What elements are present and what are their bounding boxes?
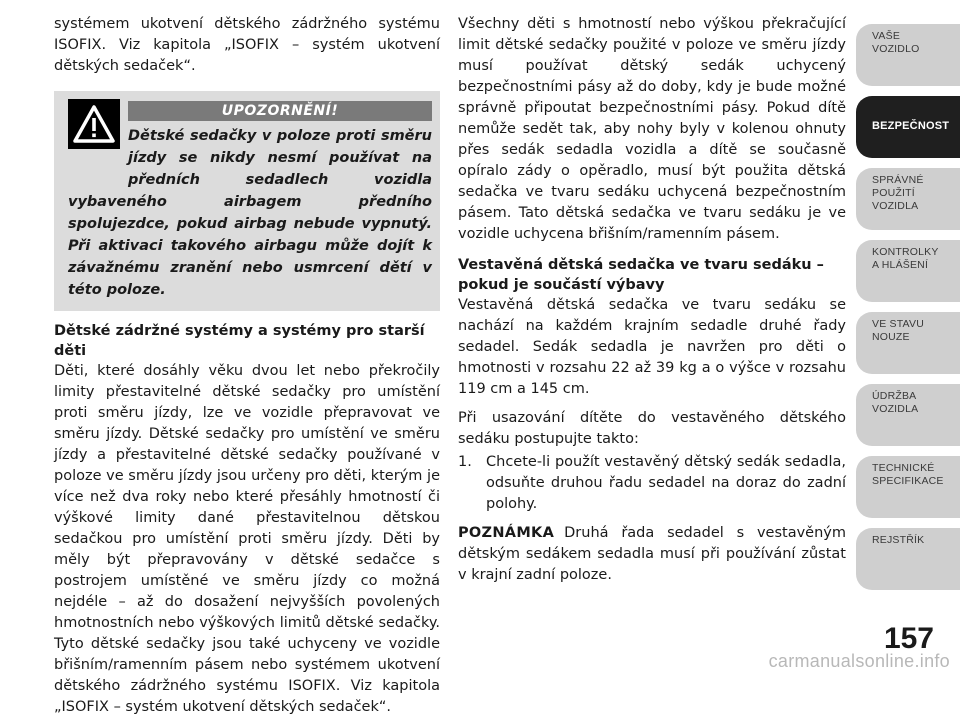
step-number: 1.	[458, 454, 472, 470]
warning-text: Dětské sedačky v poloze proti směru jízdy se nikdy nesmí používat na předních sedadlech vozidla vybaveného airbagem předního spolujezdce, pokud airbag nebude vypnutý. Při aktivaci takového airbagu může dojít k závažnému zranění nebo usmrcení dětí v této poloze.	[68, 128, 432, 298]
step-item	[458, 452, 846, 515]
tab-rejstrik[interactable]	[856, 528, 960, 590]
tab-bezpecnost[interactable]	[856, 96, 960, 158]
tab-kontrolky-a-hlaseni[interactable]	[856, 240, 960, 302]
tab-label-line: VOZIDLA	[872, 200, 919, 212]
note-label: POZNÁMKA	[458, 525, 555, 541]
tab-ve-stavu-nouze[interactable]	[856, 312, 960, 374]
section-heading-integrated-booster: Vestavěná dětská sedačka ve tvaru sedáku – pokud je součástí výbavy	[458, 257, 824, 293]
tab-label-line: SPECIFIKACE	[872, 475, 944, 487]
left-intro-paragraph: systémem ukotvení dětského zádržného systému ISOFIX. Viz kapitola „ISOFIX – systém ukotvení dětských sedaček“.	[54, 16, 440, 74]
tab-label-line: A HLÁŠENÍ	[872, 259, 929, 271]
tab-label-line: ÚDRŽBA	[872, 390, 917, 402]
tab-label-line: VOZIDLO	[872, 43, 920, 55]
steps-intro: Při usazování dítěte do vestavěného dětského sedáku postupujte takto:	[458, 410, 846, 447]
page-number: 157	[883, 622, 934, 655]
tab-label-line: VOZIDLA	[872, 403, 919, 415]
right-column	[458, 14, 846, 586]
tab-spravne-pouziti-vozidla[interactable]	[856, 168, 960, 230]
right-body-paragraph: Vestavěná dětská sedačka ve tvaru sedáku se nachází na každém krajním sedadle druhé řady sedadel. Sedák sedadla je navržen pro děti o hmotnosti v rozsahu 22 až 39 kg a o výšce v rozsahu 119 cm a 145 cm.	[458, 297, 846, 397]
chapter-tabs	[856, 24, 960, 600]
note-paragraph	[458, 523, 846, 586]
warning-title: UPOZORNĚNÍ!	[128, 101, 432, 121]
tab-label-line: POUŽITÍ	[872, 187, 915, 199]
section-heading-older-children: Dětské zádržné systémy a systémy pro starší děti	[54, 323, 425, 359]
tab-label-line: KONTROLKY	[872, 246, 939, 258]
warning-triangle-icon	[68, 99, 120, 149]
steps-list	[458, 452, 846, 515]
tab-udrzba-vozidla[interactable]	[856, 384, 960, 446]
watermark: carmanualsonline.info	[768, 651, 950, 671]
tab-label-line: SPRÁVNÉ	[872, 174, 924, 186]
tab-label-line: REJSTŘÍK	[872, 534, 925, 546]
tab-label-line: TECHNICKÉ	[872, 462, 935, 474]
tab-label-line: BEZPEČNOST	[872, 120, 950, 132]
note-text: Druhá řada sedadel s vestavěným dětským sedákem sedadla musí při používání zůstat v krajní zadní poloze.	[458, 525, 846, 583]
left-column	[54, 14, 440, 718]
tab-label-line: NOUZE	[872, 331, 910, 343]
step-text: Chcete-li použít vestavěný dětský sedák sedadla, odsuňte druhou řadu sedadel na doraz do zadní polohy.	[486, 454, 846, 512]
tab-technicke-specifikace[interactable]	[856, 456, 960, 518]
right-intro-paragraph: Všechny děti s hmotností nebo výškou překračující limit dětské sedačky použité v poloze ve směru jízdy musí používat dětský sedák uchycený bezpečnostními pásy až do doby, kdy je bude možné správně připoutat bezpečnostními pásy. Pokud dítě nemůže sedět tak, aby nohy byly v kolenou ohnuty přes sedák sedadla vozidla a dítě se současně opíralo zády o opěradlo, musí být použita dětská sedačka ve tvaru sedáku uchycená bezpečnostním pásem. Tato dětská sedačka ve tvaru sedáku je ve vozidle uchycena břišním/ramenním pásem.	[458, 16, 846, 242]
tab-label-line: VE STAVU	[872, 318, 924, 330]
tab-vase-vozidlo[interactable]	[856, 24, 960, 86]
left-body-paragraph: Děti, které dosáhly věku dvou let nebo překročily limity přestavitelné dětské sedačky pro umístění proti směru jízdy, lze ve vozidle přepravovat ve směru jízdy. Dětské sedačky pro umístění ve směru jízdy a přestavitelné dětské sedačky používané v poloze ve směru jízdy jsou určeny pro děti, kterým je více než dva roky nebo které přesáhly hmotností či výškové limity dané přestavitelnou dětskou sedačkou pro umístění proti směru jízdy. Děti by měly být přepravovány v dětské sedačce s postrojem umístěné ve směru jízdy co možná nejdéle – až do dosažení nejvyšších povolených hmotnostních nebo výškových limitů dětské sedačky. Tyto dětské sedačky jsou také uchyceny ve vozidle břišním/ramenním pásem nebo systémem ukotvení dětského zádržného systému ISOFIX. Viz kapitola „ISOFIX – systém ukotvení dětských sedaček“.	[54, 363, 440, 715]
tab-label-line: VAŠE	[872, 30, 901, 42]
warning-box	[54, 91, 440, 311]
